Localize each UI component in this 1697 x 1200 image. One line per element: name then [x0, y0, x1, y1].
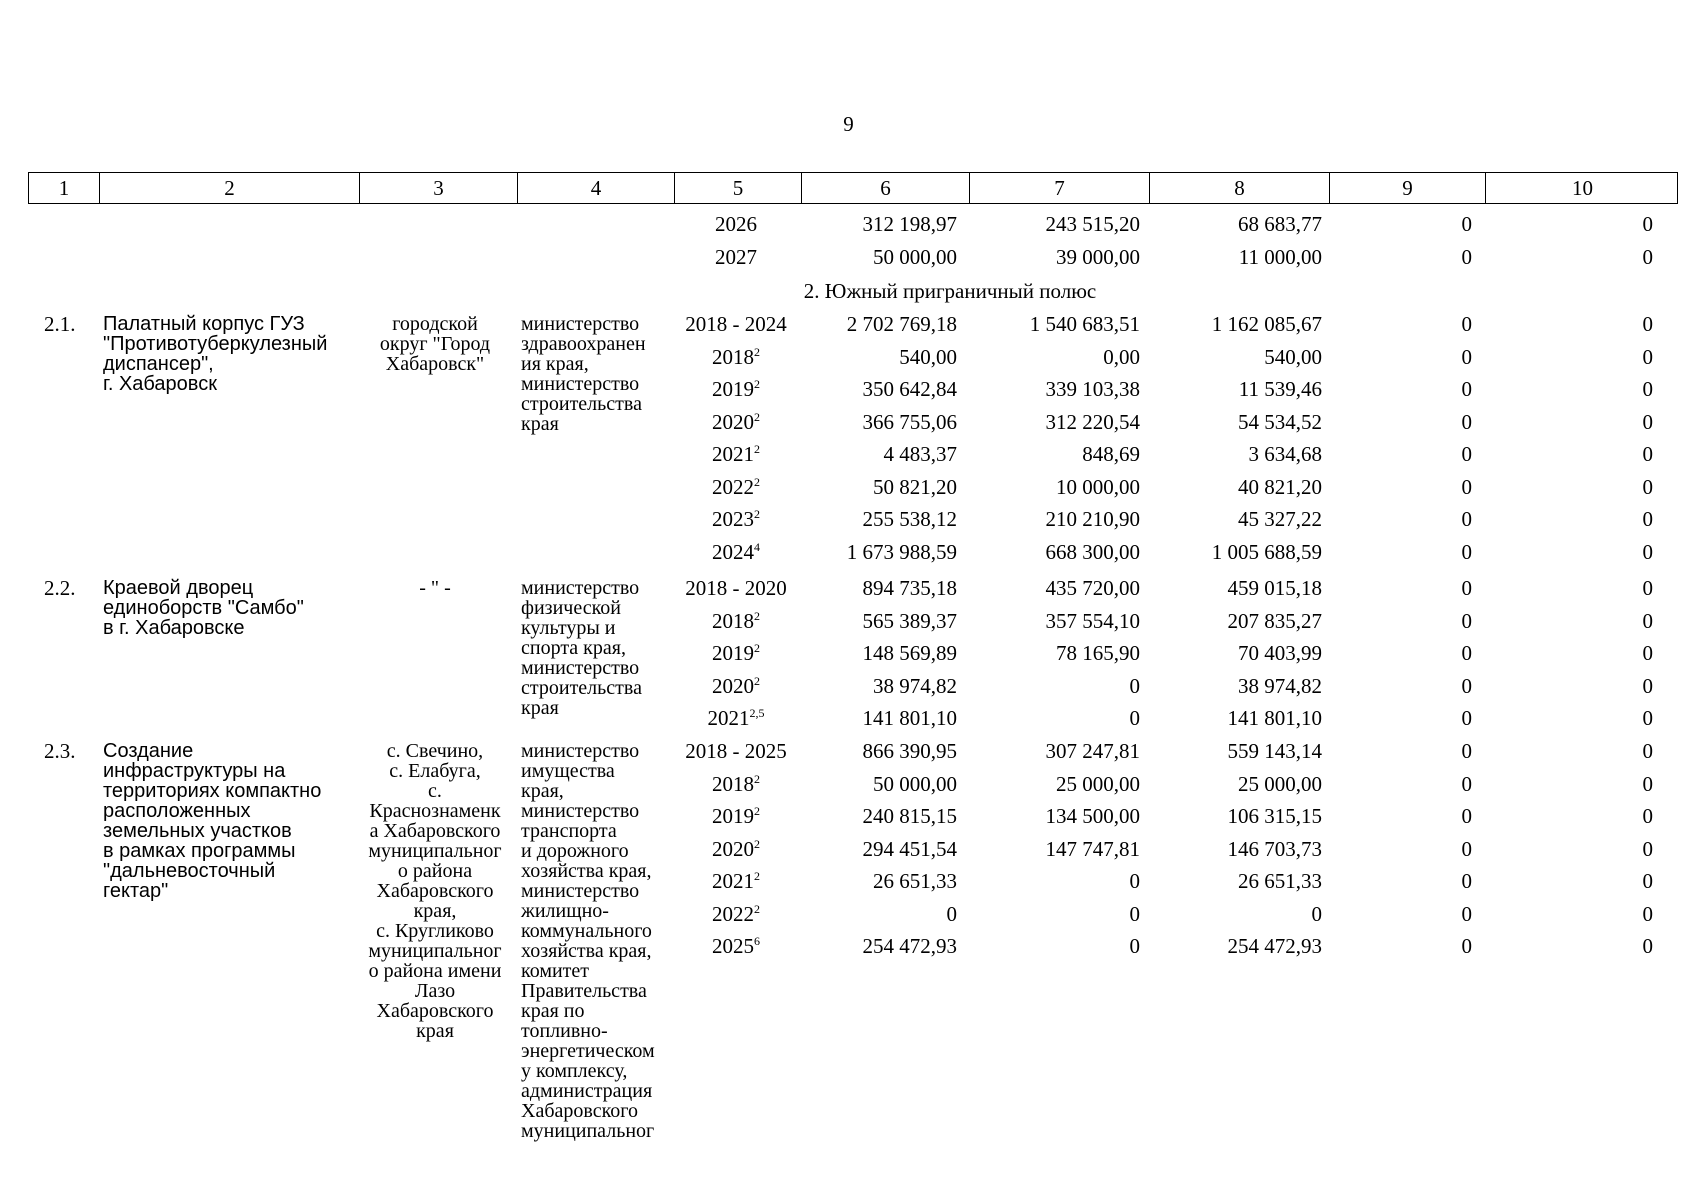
cell-col-6: 254 472,93	[862, 934, 957, 958]
item-agency-line: жилищно-	[521, 900, 609, 922]
cell-col-9: 0	[1461, 442, 1472, 466]
cell-col-9: 0	[1461, 836, 1472, 861]
row-year-text: 2018	[712, 608, 754, 633]
cell-col-8: 3 634,68	[1248, 442, 1322, 466]
item-agency-line: министерство	[521, 800, 640, 822]
cell-col-9: 0	[1461, 377, 1472, 401]
item-location-line: края,	[413, 900, 457, 922]
cell-col-6: 255 538,12	[862, 507, 957, 531]
cell-col-6: 4 483,37	[883, 442, 957, 466]
cell-col-9: 0	[1461, 934, 1472, 958]
item-name-line: расположенных	[103, 800, 251, 822]
item-agency-line: Правительства	[521, 980, 647, 1002]
cell-col-10: 0	[1642, 771, 1653, 796]
cell-col-8: 54 534,52	[1238, 409, 1322, 434]
row-year-footnote: 2,5	[749, 706, 765, 720]
item-location	[360, 741, 510, 1041]
cell-col-9: 0	[1461, 576, 1472, 600]
cell-col-8: 0	[1311, 901, 1322, 926]
cell-col-7: 0	[1129, 706, 1140, 730]
cell-col-9: 0	[1461, 474, 1472, 499]
cell-col-9: 0	[1461, 869, 1472, 893]
cell-col-9: 0	[1461, 641, 1472, 665]
cell-col-8: 459 015,18	[1227, 576, 1322, 600]
cell-col-6: 2 702 769,18	[846, 312, 957, 336]
item-agency-line: и дорожного	[521, 840, 629, 862]
cell-col-7: 307 247,81	[1045, 739, 1140, 763]
item-agency-line: Хабаровского	[521, 1100, 638, 1122]
row-year-footnote: 2	[754, 771, 760, 786]
cell-col-6: 50 821,20	[873, 474, 957, 499]
item-location-line: Хабаровск"	[385, 353, 485, 375]
row-year-text: 2018	[712, 771, 754, 796]
cell-col-7: 848,69	[1082, 442, 1140, 466]
cell-col-8: 559 143,14	[1227, 739, 1322, 763]
cell-col-7: 1 540 683,51	[1029, 312, 1140, 336]
row-year-text: 2018 - 2025	[685, 739, 787, 763]
item-location-line: Хабаровского	[376, 880, 494, 902]
item-location-line: с. Свечино,	[386, 740, 484, 762]
item-agency	[521, 741, 655, 1141]
cell-col-9: 0	[1461, 771, 1472, 796]
cell-col-7: 339 103,38	[1045, 377, 1140, 401]
row-year-text: 2018 - 2024	[685, 312, 787, 336]
cell-col-9: 0	[1461, 673, 1472, 698]
header-col-10: 10	[1485, 173, 1679, 203]
cell-col-6: 312 198,97	[862, 212, 957, 236]
cell-col-10: 0	[1642, 804, 1653, 828]
header-col-9: 9	[1329, 173, 1485, 203]
item-agency-line: топливно-	[521, 1020, 608, 1042]
item-name-line: г. Хабаровск	[103, 373, 217, 395]
cell-col-10: 0	[1642, 442, 1653, 466]
section-title: 2. Южный приграничный полюс	[803, 279, 1097, 303]
item-agency-line: ия края,	[521, 353, 589, 375]
cell-col-7: 0,00	[1103, 344, 1140, 369]
item-name-line: инфраструктуры на	[103, 760, 286, 782]
header-col-5: 5	[674, 173, 801, 203]
cell-col-8: 70 403,99	[1238, 641, 1322, 665]
cell-col-10: 0	[1642, 641, 1653, 665]
row-year-footnote: 6	[754, 934, 760, 948]
row-year-footnote: 4	[754, 539, 760, 554]
cell-col-6: 141 801,10	[862, 706, 957, 730]
item-location-line: с.	[428, 780, 442, 802]
item-location-line: муниципальног	[368, 940, 502, 962]
cell-col-8: 1 162 085,67	[1211, 312, 1322, 336]
cell-col-10: 0	[1642, 344, 1653, 369]
cell-col-10: 0	[1642, 869, 1653, 893]
cell-col-8: 11 000,00	[1238, 244, 1322, 269]
item-agency-line: здравоохранен	[521, 333, 646, 355]
row-year-text: 2018	[712, 344, 754, 369]
cell-col-10: 0	[1642, 608, 1653, 633]
cell-col-7: 243 515,20	[1045, 212, 1140, 236]
cell-col-10: 0	[1642, 312, 1653, 336]
item-name-line: Создание	[103, 740, 194, 762]
cell-col-10: 0	[1642, 409, 1653, 434]
row-year-text: 2022	[712, 901, 754, 926]
cell-col-7: 435 720,00	[1045, 576, 1140, 600]
cell-col-6: 240 815,15	[862, 804, 957, 828]
cell-col-9: 0	[1461, 804, 1472, 828]
header-col-2: 2	[99, 173, 359, 203]
item-agency-line: имущества	[521, 760, 615, 782]
cell-col-9: 0	[1461, 706, 1472, 730]
item-name-line: земельных участков	[103, 820, 292, 842]
item-name-line: гектар"	[103, 880, 169, 902]
row-year-text: 2020	[712, 409, 754, 434]
header-col-8: 8	[1149, 173, 1329, 203]
item-name-line: в г. Хабаровске	[103, 617, 245, 639]
item-name-line: Краевой дворец	[103, 577, 254, 599]
item-location-line: с. Кругликово	[376, 920, 494, 942]
cell-col-8: 11 539,46	[1238, 377, 1322, 401]
cell-col-7: 312 220,54	[1045, 409, 1140, 434]
cell-col-6: 350 642,84	[862, 377, 957, 401]
row-year-text: 2020	[712, 836, 754, 861]
cell-col-7: 78 165,90	[1056, 641, 1140, 665]
item-number: 2.3.	[44, 739, 76, 763]
cell-col-8: 68 683,77	[1238, 212, 1322, 236]
cell-col-9: 0	[1461, 312, 1472, 336]
cell-col-7: 25 000,00	[1056, 771, 1140, 796]
item-name	[103, 314, 327, 394]
row-year-text: 2018 - 2020	[685, 576, 787, 600]
item-agency-line: администрация	[521, 1080, 653, 1102]
item-agency-line: муниципальног	[521, 1120, 655, 1142]
row-year-text: 2019	[712, 641, 754, 665]
item-name	[103, 741, 321, 901]
item-location	[360, 314, 510, 374]
cell-col-8: 146 703,73	[1227, 836, 1322, 861]
item-name-line: в рамках программы	[103, 840, 296, 862]
cell-col-6: 26 651,33	[873, 869, 957, 893]
item-name-line: единоборств "Самбо"	[103, 597, 304, 619]
cell-col-10: 0	[1642, 244, 1653, 269]
item-agency-line: у комплексу,	[521, 1060, 628, 1082]
item-location-line: городской	[392, 313, 478, 335]
cell-col-7: 134 500,00	[1045, 804, 1140, 828]
item-agency-line: хозяйства края,	[521, 940, 652, 962]
row-year-footnote: 2	[754, 836, 760, 851]
item-name-line: территориях компактно	[103, 780, 322, 802]
cell-col-7: 147 747,81	[1045, 836, 1140, 861]
cell-col-9: 0	[1461, 539, 1472, 564]
cell-col-8: 1 005 688,59	[1211, 539, 1322, 564]
cell-col-6: 38 974,82	[873, 673, 957, 698]
header-col-4: 4	[517, 173, 674, 203]
row-year-footnote: 2	[754, 673, 760, 688]
item-agency-line: края	[521, 413, 559, 435]
item-agency-line: края,	[521, 780, 564, 802]
cell-col-6: 866 390,95	[862, 739, 957, 763]
header-col-7: 7	[969, 173, 1149, 203]
table-header	[28, 172, 1678, 204]
cell-col-8: 141 801,10	[1227, 706, 1322, 730]
row-year-text: 2027	[715, 244, 757, 269]
item-location-line: о района имени	[368, 960, 502, 982]
cell-col-7: 0	[1129, 673, 1140, 698]
cell-col-10: 0	[1642, 836, 1653, 861]
row-year-text: 2024	[712, 539, 754, 564]
cell-col-7: 210 210,90	[1045, 507, 1140, 531]
row-year-footnote: 2	[754, 901, 760, 916]
cell-col-8: 40 821,20	[1238, 474, 1322, 499]
row-year-footnote: 2	[754, 507, 760, 521]
item-name-line: "дальневосточный	[103, 860, 276, 882]
cell-col-9: 0	[1461, 608, 1472, 633]
cell-col-10: 0	[1642, 212, 1653, 236]
item-agency-line: транспорта	[521, 820, 617, 842]
cell-col-6: 294 451,54	[862, 836, 957, 861]
item-agency-line: министерство	[521, 577, 640, 599]
cell-col-9: 0	[1461, 344, 1472, 369]
cell-col-8: 26 651,33	[1238, 869, 1322, 893]
cell-col-6: 148 569,89	[862, 641, 957, 665]
cell-col-6: 1 673 988,59	[846, 539, 957, 564]
item-agency-line: хозяйства края,	[521, 860, 652, 882]
row-year-footnote: 2	[754, 474, 760, 489]
item-agency-line: министерство	[521, 880, 640, 902]
item-agency-line: министерство	[521, 657, 640, 679]
cell-col-7: 39 000,00	[1056, 244, 1140, 269]
row-year-footnote: 2	[754, 442, 760, 456]
header-col-6: 6	[801, 173, 969, 203]
row-year-footnote: 2	[754, 344, 760, 359]
cell-col-8: 207 835,27	[1227, 608, 1322, 633]
item-agency-line: спорта края,	[521, 637, 626, 659]
row-year-footnote: 2	[754, 641, 760, 655]
cell-col-6: 565 389,37	[862, 608, 957, 633]
page-number: 9	[843, 112, 854, 136]
item-agency-line: края по	[521, 1000, 585, 1022]
item-agency-line: министерство	[521, 313, 640, 335]
cell-col-6: 894 735,18	[862, 576, 957, 600]
item-location-line: муниципальног	[368, 840, 502, 862]
row-year-text: 2021	[707, 706, 750, 730]
item-agency-line: энергетическом	[521, 1040, 655, 1062]
item-location-line: - " -	[419, 577, 451, 599]
cell-col-8: 254 472,93	[1227, 934, 1322, 958]
row-year-footnote: 2	[754, 377, 760, 391]
row-year-footnote: 2	[754, 804, 760, 818]
item-location-line: округ "Город	[379, 333, 491, 355]
cell-col-9: 0	[1461, 212, 1472, 236]
cell-col-7: 0	[1129, 901, 1140, 926]
row-year-text: 2020	[712, 673, 754, 698]
row-year-footnote: 2	[754, 409, 760, 424]
item-agency-line: физической	[521, 597, 621, 619]
item-agency-line: министерство	[521, 740, 640, 762]
cell-col-10: 0	[1642, 934, 1653, 958]
cell-col-9: 0	[1461, 409, 1472, 434]
item-agency-line: строительства	[521, 393, 642, 415]
row-year-footnote: 2	[754, 869, 760, 883]
cell-col-10: 0	[1642, 739, 1653, 763]
cell-col-10: 0	[1642, 706, 1653, 730]
item-location-line: а Хабаровского	[369, 820, 501, 842]
row-year-text: 2026	[715, 212, 757, 236]
cell-col-10: 0	[1642, 474, 1653, 499]
cell-col-7: 0	[1129, 934, 1140, 958]
row-year-footnote: 2	[754, 608, 760, 623]
cell-col-9: 0	[1461, 244, 1472, 269]
header-col-3: 3	[359, 173, 517, 203]
cell-col-7: 10 000,00	[1056, 474, 1140, 499]
item-agency-line: министерство	[521, 373, 640, 395]
cell-col-6: 540,00	[899, 344, 957, 369]
item-agency-line: коммунального	[521, 920, 652, 942]
cell-col-6: 50 000,00	[873, 771, 957, 796]
item-agency-line: строительства	[521, 677, 642, 699]
item-agency	[521, 314, 646, 434]
cell-col-8: 25 000,00	[1238, 771, 1322, 796]
cell-col-8: 540,00	[1264, 344, 1322, 369]
item-number: 2.2.	[44, 576, 76, 600]
item-location-line: о района	[397, 860, 473, 882]
cell-col-6: 50 000,00	[873, 244, 957, 269]
cell-col-10: 0	[1642, 673, 1653, 698]
cell-col-7: 0	[1129, 869, 1140, 893]
cell-col-8: 45 327,22	[1238, 507, 1322, 531]
item-location-line: Лазо	[414, 980, 456, 1002]
row-year-text: 2022	[712, 474, 754, 499]
item-name	[103, 578, 304, 638]
item-number: 2.1.	[44, 312, 76, 336]
cell-col-10: 0	[1642, 377, 1653, 401]
cell-col-9: 0	[1461, 739, 1472, 763]
item-name-line: Палатный корпус ГУЗ	[103, 313, 305, 335]
cell-col-8: 38 974,82	[1238, 673, 1322, 698]
row-year-text: 2025	[712, 934, 754, 958]
cell-col-6: 0	[946, 901, 957, 926]
item-location-line: Хабаровского	[376, 1000, 494, 1022]
cell-col-10: 0	[1642, 507, 1653, 531]
item-agency	[521, 578, 642, 718]
row-year-text: 2021	[712, 869, 754, 893]
item-location-line: Краснознаменк	[369, 800, 501, 822]
item-location-line: с. Елабуга,	[389, 760, 481, 782]
header-col-1: 1	[58, 176, 70, 200]
item-agency-line: комитет	[521, 960, 590, 982]
item-name-line: "Противотуберкулезный	[103, 333, 328, 355]
cell-col-10: 0	[1642, 539, 1653, 564]
cell-col-6: 366 755,06	[862, 409, 957, 434]
cell-col-8: 106 315,15	[1227, 804, 1322, 828]
item-location	[360, 578, 510, 598]
row-year-text: 2023	[712, 507, 754, 531]
cell-col-10: 0	[1642, 576, 1653, 600]
row-year-text: 2021	[712, 442, 754, 466]
row-year-text: 2019	[712, 804, 754, 828]
cell-col-7: 357 554,10	[1045, 608, 1140, 633]
cell-col-10: 0	[1642, 901, 1653, 926]
cell-col-9: 0	[1461, 901, 1472, 926]
row-year-text: 2019	[712, 377, 754, 401]
cell-col-9: 0	[1461, 507, 1472, 531]
item-agency-line: края	[521, 697, 559, 719]
item-agency-line: культуры и	[521, 617, 616, 639]
item-location-line: края	[416, 1020, 454, 1042]
item-name-line: диспансер",	[103, 353, 214, 375]
cell-col-7: 668 300,00	[1045, 539, 1140, 564]
